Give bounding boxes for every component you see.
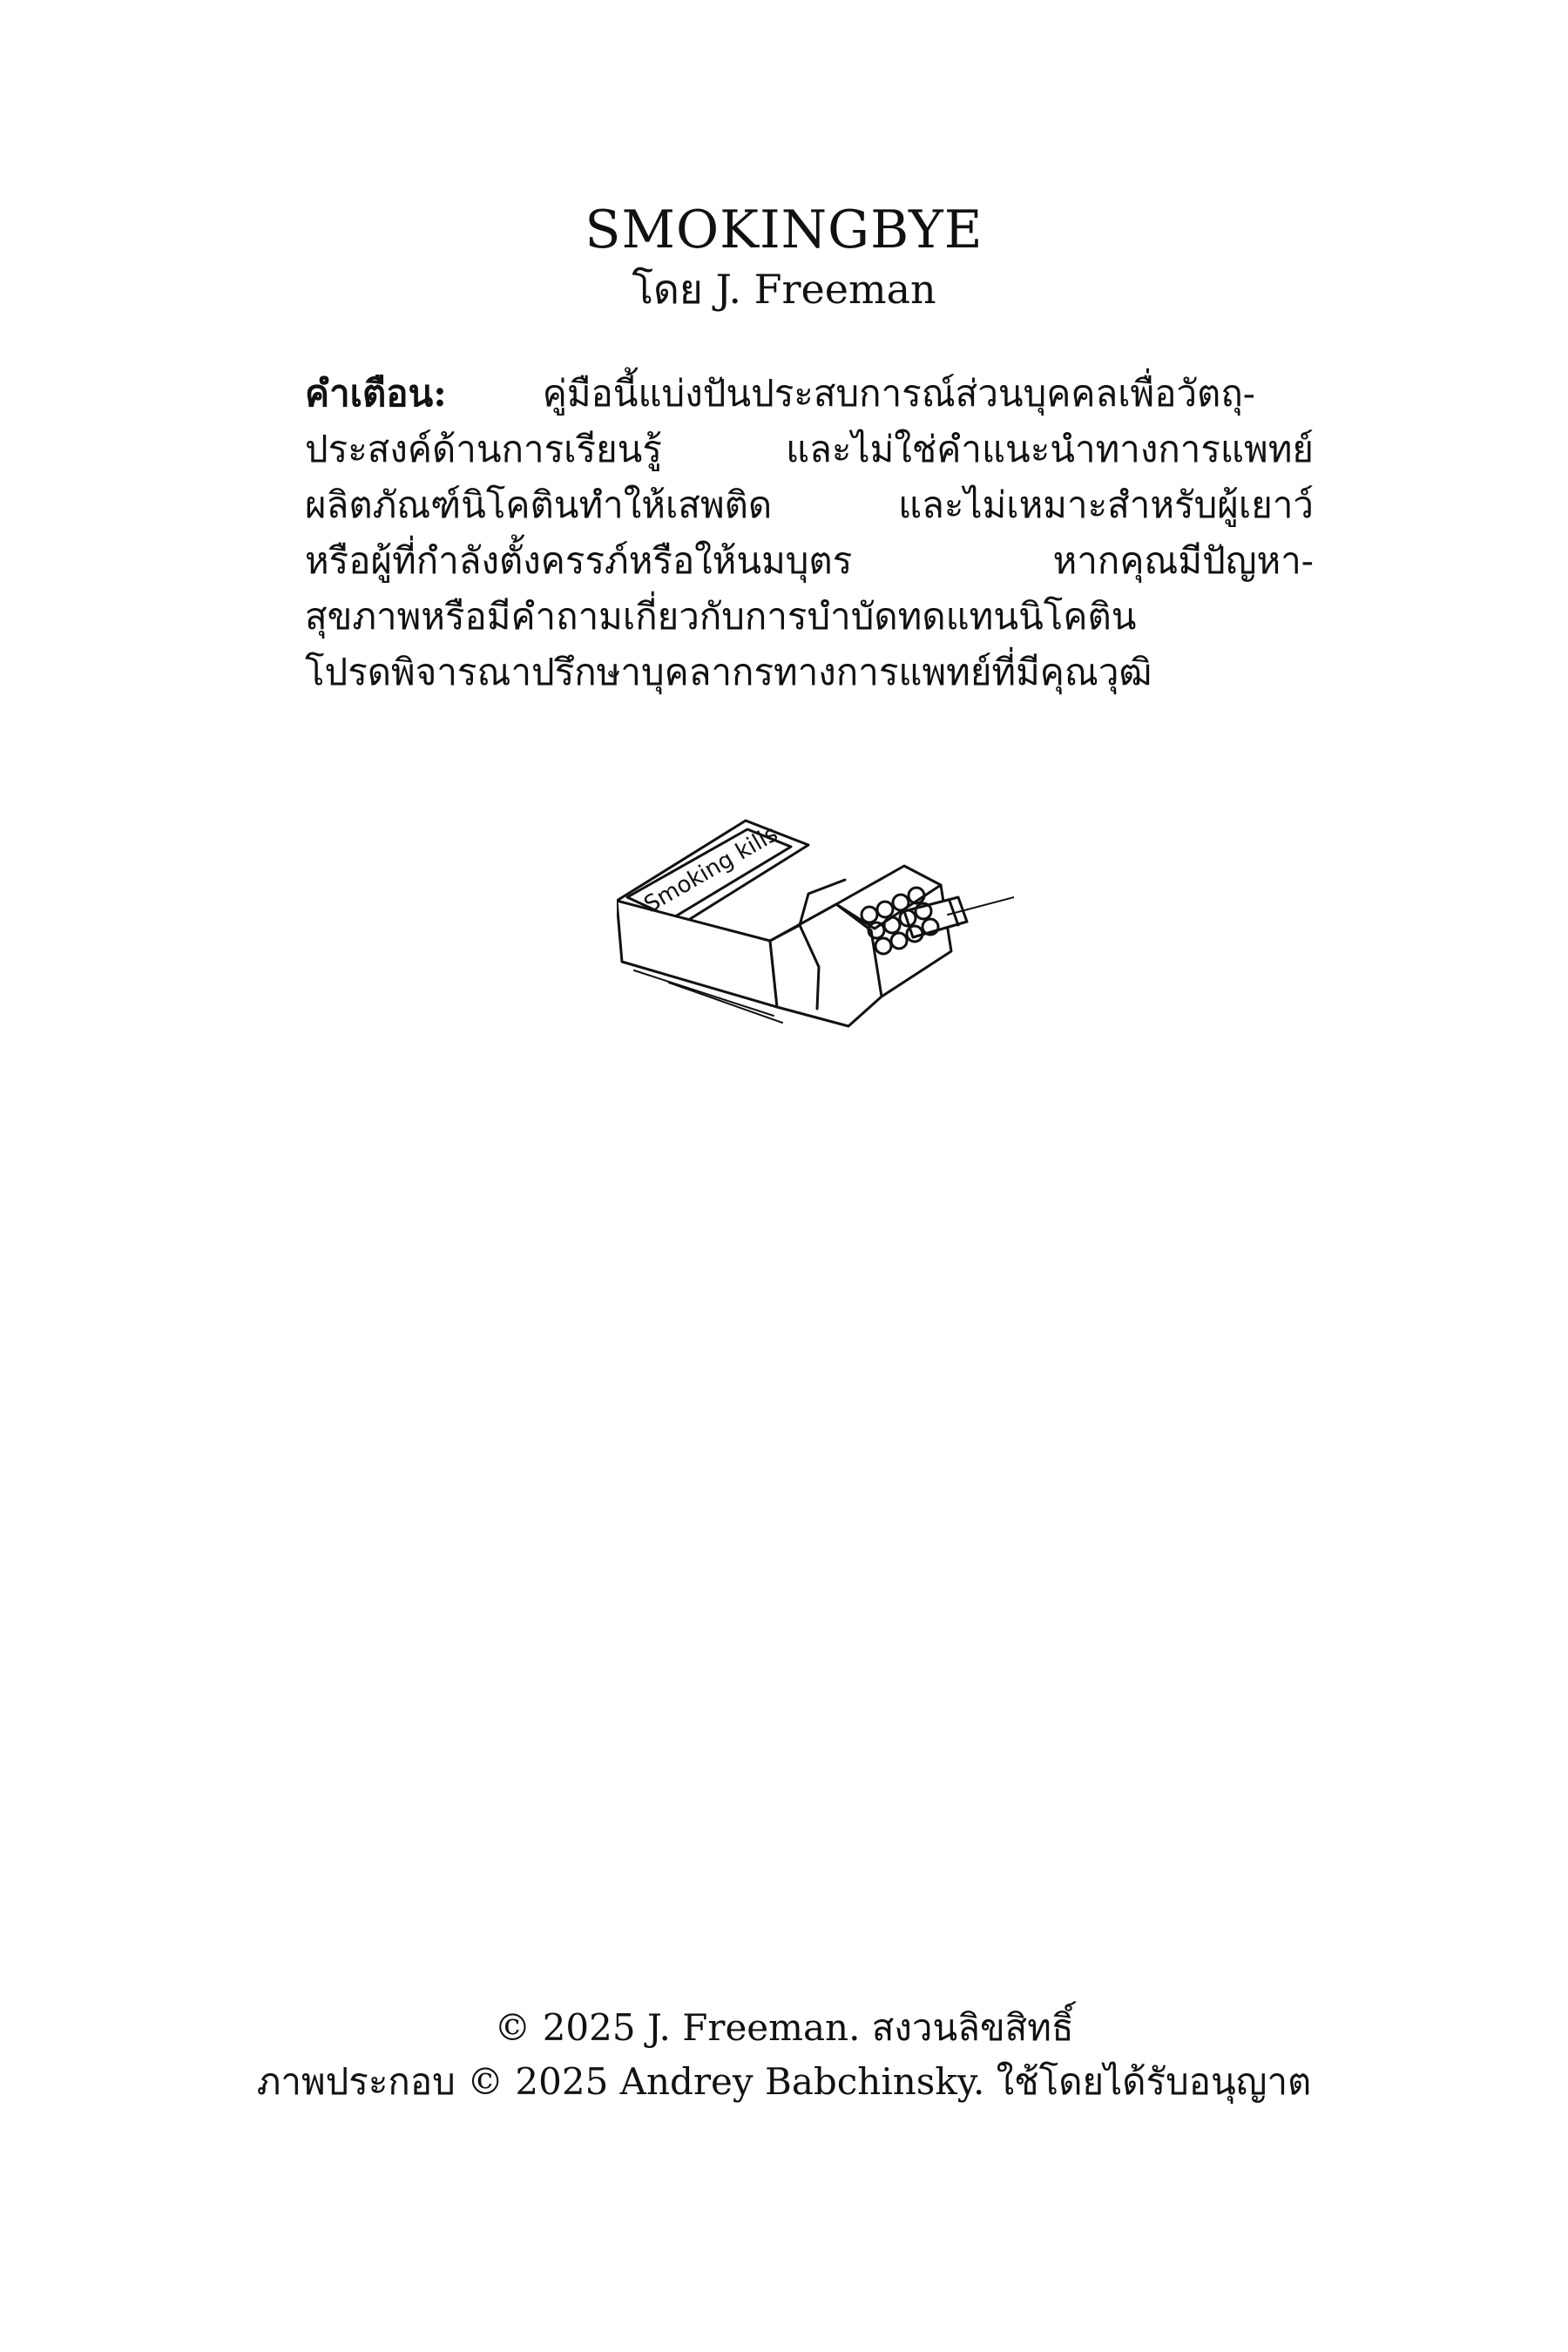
book-title: SMOKINGBYE <box>585 199 983 260</box>
disclaimer-paragraph <box>305 366 1314 700</box>
disclaimer-line: โปรดพิจารณาปรึกษาบุคลากรทางการแพทย์ที่มีคุณวุฒิ <box>305 651 1152 693</box>
disclaimer-line: หรือผู้ที่กำลังตั้งครรภ์หรือให้นมบุตร หากคุณมีปัญหา- <box>305 539 1314 582</box>
pack-warning-text: Smoking kills <box>639 821 783 919</box>
disclaimer-line <box>305 366 1314 422</box>
disclaimer-line: สุขภาพหรือมีคำถามเกี่ยวกับการบำบัดทดแทนนิโคติน <box>305 595 1137 638</box>
disclaimer-text: คู่มือนี้แบ่งปันประสบการณ์ส่วนบุคคลเพื่อวัตถุ- <box>542 372 1255 415</box>
disclaimer-label: คำเตือน: <box>305 372 447 415</box>
author-byline: โดย J. Freeman <box>632 266 936 313</box>
disclaimer-line: ผลิตภัณฑ์นิโคตินทำให้เสพติด และไม่เหมาะสำหรับผู้เยาว์ <box>305 483 1314 526</box>
illustration-credit: ภาพประกอบ © 2025 Andrey Babchinsky. ใช้โดยได้รับอนุญาต <box>256 2060 1312 2103</box>
cigarette-pack-illustration <box>617 810 1014 1071</box>
copyright-notice: © 2025 J. Freeman. สงวนลิขสิทธิ์ <box>494 2006 1074 2049</box>
disclaimer-line: ประสงค์ด้านการเรียนรู้ และไม่ใช่คำแนะนำทางการแพทย์ <box>305 428 1314 470</box>
